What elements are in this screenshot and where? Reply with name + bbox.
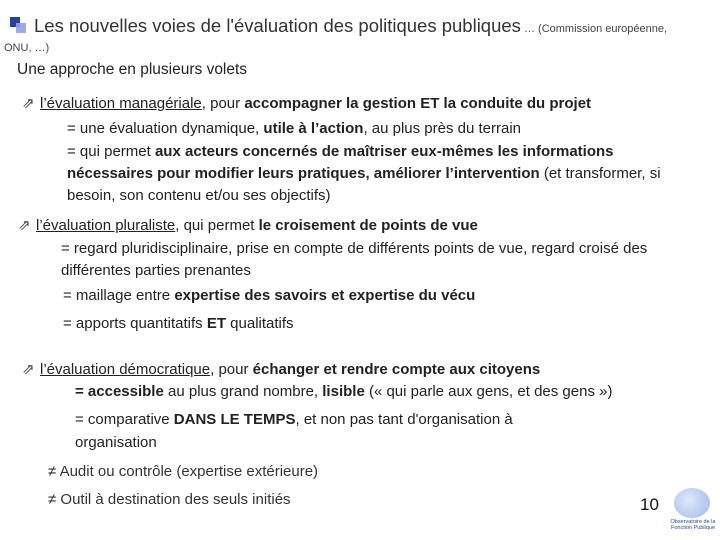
- observatoire-logo: [668, 488, 718, 536]
- pluralist-heading: ⇗ l’évaluation pluraliste, qui permet le croisement de points de vue: [18, 217, 478, 234]
- title-aside-continued: ONU, …): [4, 42, 50, 54]
- democratic-line-3: organisation: [75, 434, 157, 451]
- arrow-bullet-icon: ⇗: [22, 95, 35, 112]
- globe-icon: [674, 488, 710, 518]
- pluralist-line-2: différentes parties prenantes: [61, 262, 251, 279]
- subtitle: Une approche en plusieurs volets: [17, 61, 248, 78]
- page-number: 10: [640, 495, 659, 514]
- not-equal-icon: ≠: [48, 463, 60, 480]
- managerial-line-3: nécessaires pour modifier leurs pratiques, améliorer l’intervention (et transformer, si: [67, 165, 661, 182]
- title-main: Les nouvelles voies de l'évaluation des politiques publiques: [34, 15, 521, 36]
- pluralist-line-1: = regard pluridisciplinaire, prise en compte de différents points de vue, regard croisé des: [61, 240, 648, 257]
- democratic-line-1: = accessible au plus grand nombre, lisible (« qui parle aux gens, et des gens »): [75, 383, 613, 400]
- pluralist-line-4: = apports quantitatifs ET qualitatifs: [63, 315, 294, 332]
- managerial-line-1: = une évaluation dynamique, utile à l’action, au plus près du terrain: [67, 120, 522, 137]
- managerial-line-2: = qui permet aux acteurs concernés de maîtriser eux-mêmes les informations: [67, 143, 614, 160]
- managerial-heading: ⇗ l’évaluation managériale, pour accompagner la gestion ET la conduite du projet: [22, 95, 592, 112]
- pluralist-line-3: = maillage entre expertise des savoirs et expertise du vécu: [63, 287, 476, 304]
- democratic-heading: ⇗ l’évaluation démocratique, pour échanger et rendre compte aux citoyens: [22, 361, 541, 378]
- title-aside: … (Commission européenne,: [520, 23, 668, 35]
- slide-title: [34, 15, 667, 37]
- arrow-bullet-icon: ⇗: [22, 361, 35, 378]
- democratic-line-2: = comparative DANS LE TEMPS, et non pas tant d'organisation à: [75, 411, 513, 428]
- negation-tool: ≠ Outil à destination des seuls initiés: [48, 491, 291, 508]
- managerial-line-4: besoin, son contenu et/ou ses objectifs): [67, 187, 331, 204]
- logo-text: Observatoire de la Fonction Publique: [670, 519, 716, 531]
- arrow-bullet-icon: ⇗: [18, 217, 31, 234]
- not-equal-icon: ≠: [48, 491, 61, 508]
- negation-audit: ≠ Audit ou contrôle (expertise extérieure): [48, 463, 319, 480]
- title-square-icon: [10, 17, 26, 33]
